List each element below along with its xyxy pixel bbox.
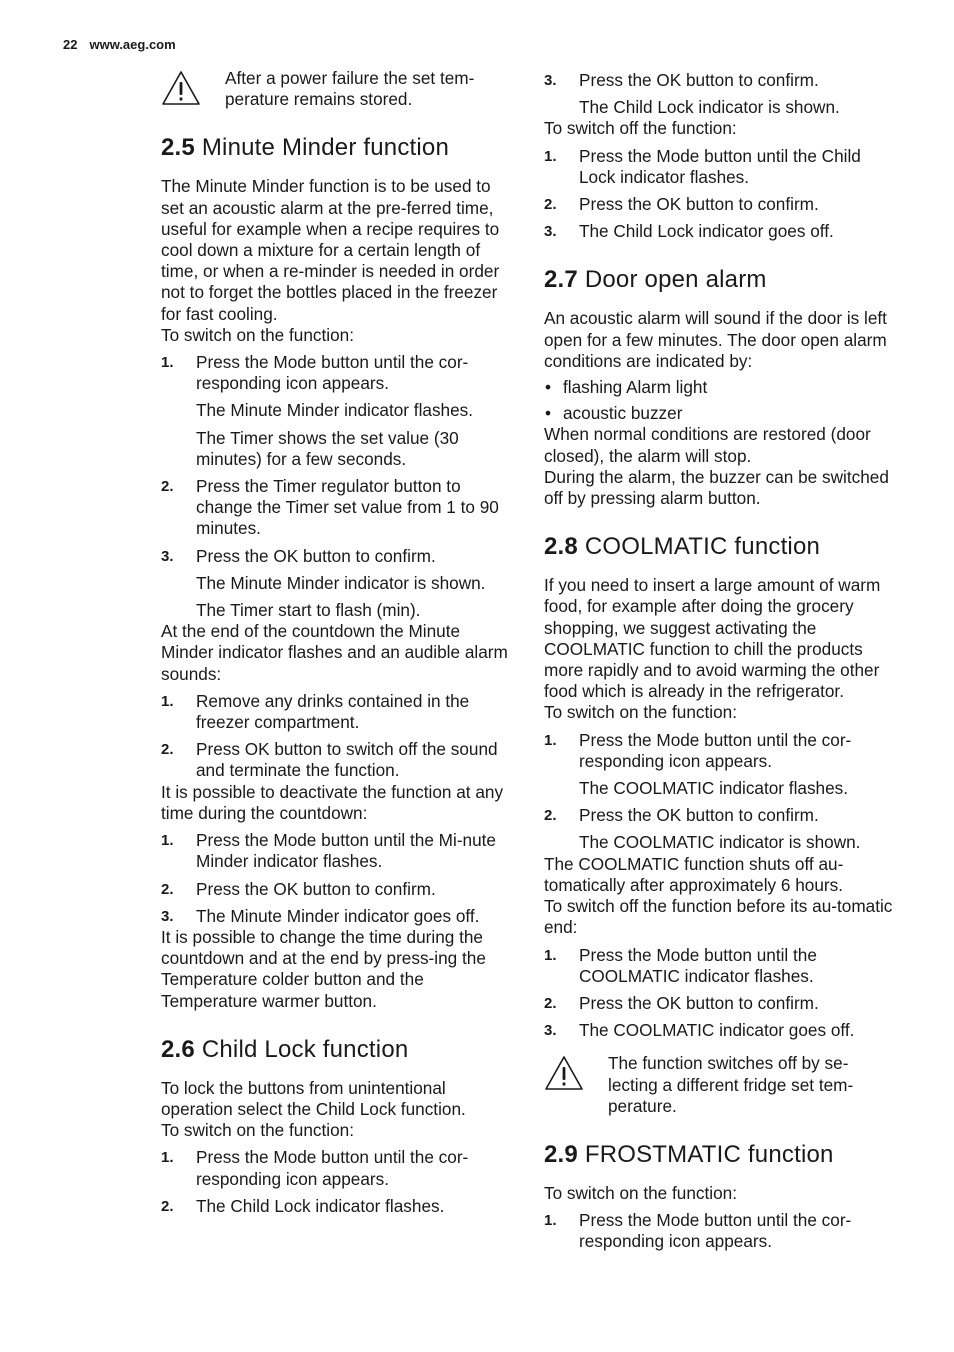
paragraph: To lock the buttons from unintentional operation select the Child Lock function.: [161, 1077, 466, 1119]
list-item: 3. The Minute Minder indicator goes off.: [161, 905, 480, 926]
paragraph: It is possible to deactivate the function at any time during the countdown:: [161, 781, 504, 823]
list-item: 3. Press the OK button to confirm.: [544, 70, 819, 90]
paragraph: If you need to insert a large amount of warm food, for example after doing the grocery shopping, we suggest activating the COOLMATIC function to chill the products more rapidly and to avoid warming the other food which is already in the refrigerator.: [544, 575, 881, 702]
warning-text: After a power failure the set tem-perature remains stored.: [225, 68, 475, 110]
warning-text: The function switches off by se-lecting a different fridge set tem-perature.: [608, 1053, 854, 1116]
list-item: 2. Press the OK button to confirm.: [161, 878, 436, 899]
paragraph: To switch on the function:: [544, 702, 737, 723]
paragraph: To switch on the function:: [161, 324, 354, 345]
list-item: 2. Press the Timer regulator button to change the Timer set value from 1 to 90 minutes.: [161, 476, 499, 539]
list-item: 2. The Child Lock indicator flashes.: [161, 1195, 445, 1216]
warning-block: [161, 68, 511, 110]
paragraph: To switch off the function:: [544, 118, 737, 139]
page-header: [63, 37, 176, 52]
section-heading: 2.8 COOLMATIC function: [544, 533, 821, 561]
section-heading: 2.6 Child Lock function: [161, 1035, 409, 1063]
list-item: 2. Press the OK button to confirm.: [544, 805, 819, 826]
step-note: The Timer shows the set value (30 minutes) for a few seconds.: [196, 427, 459, 469]
bullet-item: • acoustic buzzer: [545, 403, 683, 424]
list-item: 1. Remove any drinks contained in the freezer compartment.: [161, 690, 470, 733]
paragraph: An acoustic alarm will sound if the door is left open for a few minutes. The door open alarm conditions are indicated by:: [544, 308, 887, 371]
step-note: The Minute Minder indicator flashes.: [196, 400, 474, 421]
step-note: The Timer start to flash (min).: [196, 600, 421, 621]
list-item: 2. Press the OK button to confirm.: [544, 194, 819, 215]
page-number: 22: [63, 37, 78, 52]
paragraph: To switch on the function:: [161, 1120, 354, 1141]
site-url[interactable]: www.aeg.com: [89, 37, 176, 52]
list-item: 1. Press the Mode button until the cor-responding icon appears.: [544, 729, 852, 771]
paragraph: To switch on the function:: [544, 1182, 737, 1203]
list-item: 1. Press the Mode button until the cor-responding icon appears.: [161, 1147, 469, 1189]
step-note: The COOLMATIC indicator flashes.: [579, 778, 849, 799]
left-column: [161, 68, 511, 1217]
paragraph: At the end of the countdown the Minute Minder indicator flashes and an audible alarm sounds:: [161, 621, 508, 684]
paragraph: It is possible to change the time during the countdown and at the end by press-ing the Temperature colder button and the Temperature warmer button.: [161, 926, 486, 1011]
paragraph: When normal conditions are restored (door closed), the alarm will stop.: [544, 424, 871, 466]
list-item: 2. Press OK button to switch off the sound and terminate the function.: [161, 739, 498, 781]
step-note: The Child Lock indicator is shown.: [579, 97, 840, 118]
paragraph: To switch off the function before its au-tomatic end:: [544, 896, 893, 938]
right-column: [544, 68, 894, 1253]
list-item: 1. Press the Mode button until the cor-responding icon appears.: [544, 1210, 852, 1252]
bullet-item: • flashing Alarm light: [545, 377, 708, 398]
warning-icon: [544, 1055, 584, 1091]
paragraph: The COOLMATIC function shuts off au-tomatically after approximately 6 hours.: [544, 853, 844, 895]
list-item: 1. Press the Mode button until the cor-responding icon appears.: [161, 352, 469, 394]
step-note: The COOLMATIC indicator is shown.: [579, 832, 861, 853]
section-heading: 2.9 FROSTMATIC function: [544, 1140, 834, 1168]
section-heading: 2.7 Door open alarm: [544, 266, 767, 294]
paragraph: During the alarm, the buzzer can be switched off by pressing alarm button.: [544, 466, 889, 509]
list-item: 3. The Child Lock indicator goes off.: [544, 221, 834, 242]
step-note: The Minute Minder indicator is shown.: [196, 572, 486, 593]
list-item: 1. Press the Mode button until the Child Lock indicator flashes.: [544, 145, 861, 187]
list-item: 2. Press the OK button to confirm.: [544, 992, 819, 1013]
list-item: 1. Press the Mode button until the Mi-nute Minder indicator flashes.: [161, 830, 496, 872]
list-item: 3. The COOLMATIC indicator goes off.: [544, 1020, 855, 1041]
warning-icon: [161, 70, 201, 106]
list-item: 1. Press the Mode button until the COOLMATIC indicator flashes.: [544, 944, 817, 986]
warning-block: [544, 1053, 894, 1117]
list-item: 3. Press the OK button to confirm.: [161, 545, 436, 566]
paragraph: The Minute Minder function is to be used to set an acoustic alarm at the pre-ferred time, useful for example when a recipe requires to cool down a mixture for a certain length of time, or when a re-minder is needed in order not to forget the bottles placed in the freezer for fast cooling.: [161, 176, 500, 324]
section-heading: 2.5 Minute Minder function: [161, 134, 450, 162]
